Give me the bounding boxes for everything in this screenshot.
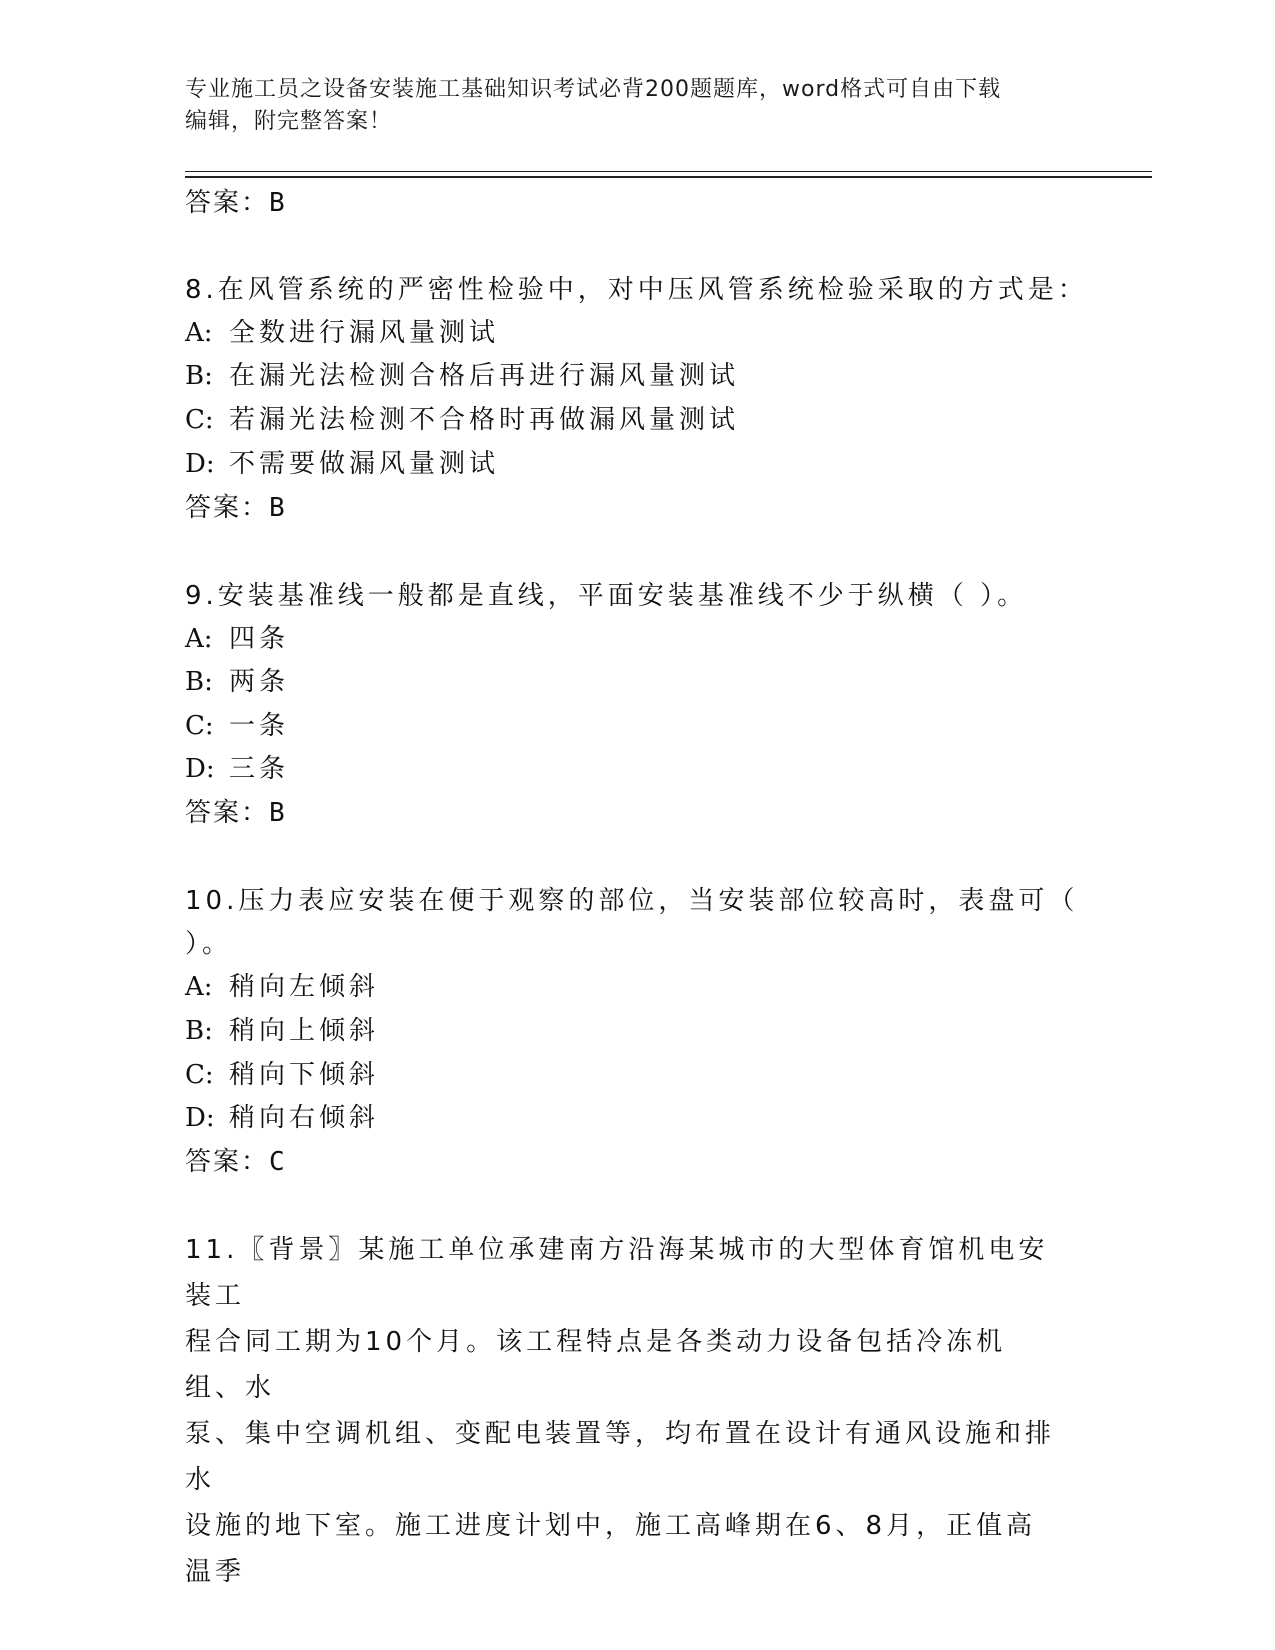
answer-value: C [269, 1147, 285, 1177]
option-a [185, 315, 499, 351]
option-label: B: [185, 1016, 213, 1046]
option-a [185, 969, 379, 1005]
option-label: C: [185, 1060, 214, 1090]
option-b [185, 664, 289, 700]
option-text: 稍向下倾斜 [229, 1060, 380, 1090]
answer-line [185, 490, 285, 526]
option-text: 不需要做漏风量测试 [229, 449, 500, 479]
answer-value: B [269, 798, 285, 828]
option-d [185, 1100, 379, 1136]
answer-prefix: 答案： [185, 188, 270, 218]
option-d [185, 751, 289, 787]
document-header [185, 74, 1085, 138]
question-stem-line-1: 10.压力表应安装在便于观察的部位，当安装部位较高时，表盘可（ [185, 886, 1079, 916]
answer-line [185, 1144, 285, 1180]
option-b [185, 1013, 379, 1049]
option-c [185, 1057, 379, 1093]
option-text: 两条 [229, 667, 290, 697]
option-label: B: [185, 361, 213, 391]
option-label: A: [185, 318, 213, 348]
answer-value: B [269, 188, 285, 218]
option-label: A: [185, 972, 213, 1002]
option-label: D: [185, 1103, 215, 1133]
answer-line [185, 185, 285, 221]
option-label: D: [185, 449, 215, 479]
header-divider-thin [185, 171, 1152, 172]
option-label: B: [185, 667, 213, 697]
paragraph-line: 11.〖背景〗某施工单位承建南方沿海某城市的大型体育馆机电安装工 [185, 1235, 1049, 1311]
option-text: 四条 [229, 624, 290, 654]
answer-prefix: 答案： [185, 798, 270, 828]
option-d [185, 446, 499, 482]
question-stem: 8.在风管系统的严密性检验中，对中压风管系统检验采取的方式是： [185, 275, 1088, 305]
answer-line [185, 795, 285, 831]
background-paragraph [185, 1227, 1065, 1595]
option-c [185, 708, 289, 744]
paragraph-line: 程合同工期为10个月。该工程特点是各类动力设备包括冷冻机组、水 [185, 1327, 1007, 1403]
option-text: 三条 [229, 754, 290, 784]
answer-prefix: 答案： [185, 1147, 270, 1177]
option-label: C: [185, 711, 214, 741]
option-text: 稍向右倾斜 [229, 1103, 380, 1133]
answer-prefix: 答案： [185, 493, 270, 523]
option-c [185, 402, 739, 438]
question-stem-line-2: ）。 [185, 929, 233, 959]
option-b [185, 358, 739, 394]
paragraph-line: 设施的地下室。施工进度计划中，施工高峰期在6、8月，正值高温季 [185, 1511, 1037, 1587]
option-text: 若漏光法检测不合格时再做漏风量测试 [229, 405, 740, 435]
option-text: 在漏光法检测合格后再进行漏风量测试 [229, 361, 740, 391]
option-text: 稍向上倾斜 [229, 1016, 380, 1046]
option-text: 一条 [229, 711, 290, 741]
option-a [185, 621, 289, 657]
paragraph-line: 泵、集中空调机组、变配电装置等，均布置在设计有通风设施和排水 [185, 1419, 1056, 1495]
answer-value: B [269, 493, 285, 523]
header-divider-thick [185, 176, 1152, 178]
header-title-line-2: 编辑，附完整答案！ [185, 109, 393, 134]
option-text: 全数进行漏风量测试 [229, 318, 500, 348]
option-label: C: [185, 405, 214, 435]
option-text: 稍向左倾斜 [229, 972, 380, 1002]
option-label: A: [185, 624, 213, 654]
header-title-line-1: 专业施工员之设备安装施工基础知识考试必背200题题库，word格式可自由下载 [185, 77, 1002, 102]
option-label: D: [185, 754, 215, 784]
question-stem: 9.安装基准线一般都是直线，平面安装基准线不少于纵横（ ）。 [185, 581, 1028, 611]
